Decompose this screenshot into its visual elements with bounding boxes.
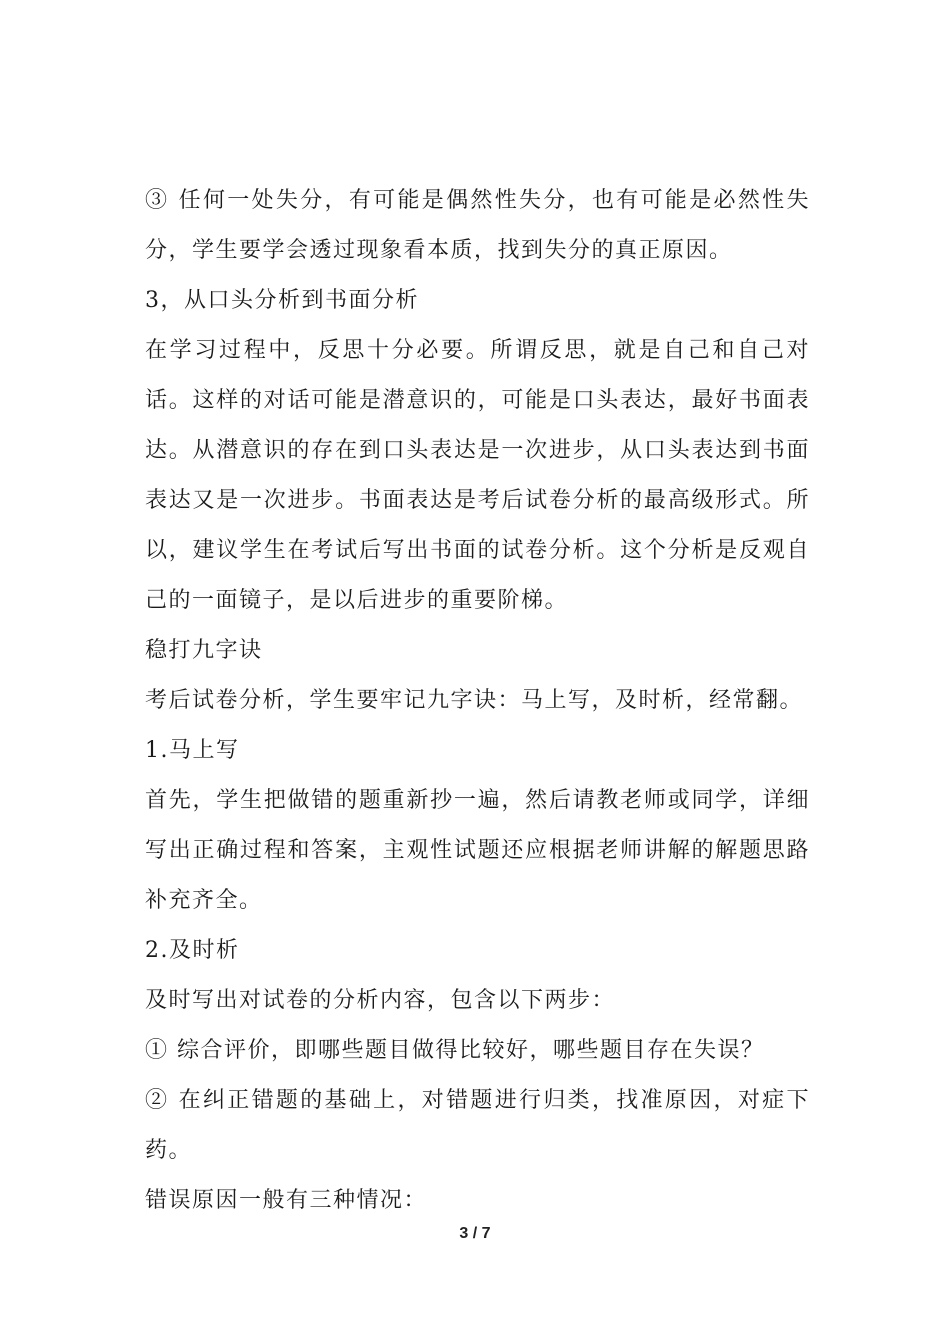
document-body xyxy=(145,176,810,1226)
paragraph-write-immediately: 首先，学生把做错的题重新抄一遍，然后请教老师或同学，详细写出正确过程和答案，主观性试题还应根据老师讲解的解题思路补充齐全。 xyxy=(145,788,810,913)
paragraph-reflection: 在学习过程中，反思十分必要。所谓反思，就是自己和自己对话。这样的对话可能是潜意识的，可能是口头表达，最好书面表达。从潜意识的存在到口头表达是一次进步，从口头表达到书面表达又是一次进步。书面表达是考后试卷分析的最高级形式。所以，建议学生在考试后写出书面的试卷分析。这个分析是反观自己的一面镜子，是以后进步的重要阶梯。 xyxy=(145,338,810,613)
list-item-overall-evaluation: ① 综合评价，即哪些题目做得比较好，哪些题目存在失误？ xyxy=(145,1038,765,1063)
paragraph-lost-points: ③ 任何一处失分，有可能是偶然性失分，也有可能是必然性失分，学生要学会透过现象看本质，找到失分的真正原因。 xyxy=(145,188,810,263)
paragraph-error-causes: 错误原因一般有三种情况： xyxy=(145,1188,428,1213)
heading-write-immediately: 1.马上写 xyxy=(145,738,240,763)
heading-nine-character-tips: 稳打九字诀 xyxy=(145,638,263,663)
page-number: 3 / 7 xyxy=(459,1225,491,1242)
paragraph-analyze-timely: 及时写出对试卷的分析内容，包含以下两步： xyxy=(145,988,616,1013)
paragraph-nine-character-tips: 考后试卷分析，学生要牢记九字诀：马上写，及时析，经常翻。 xyxy=(145,688,804,713)
heading-analyze-timely: 2.及时析 xyxy=(145,938,240,963)
heading-oral-to-written: 3，从口头分析到书面分析 xyxy=(145,288,419,313)
list-item-classify-errors: ② 在纠正错题的基础上，对错题进行归类，找准原因，对症下药。 xyxy=(145,1088,810,1163)
